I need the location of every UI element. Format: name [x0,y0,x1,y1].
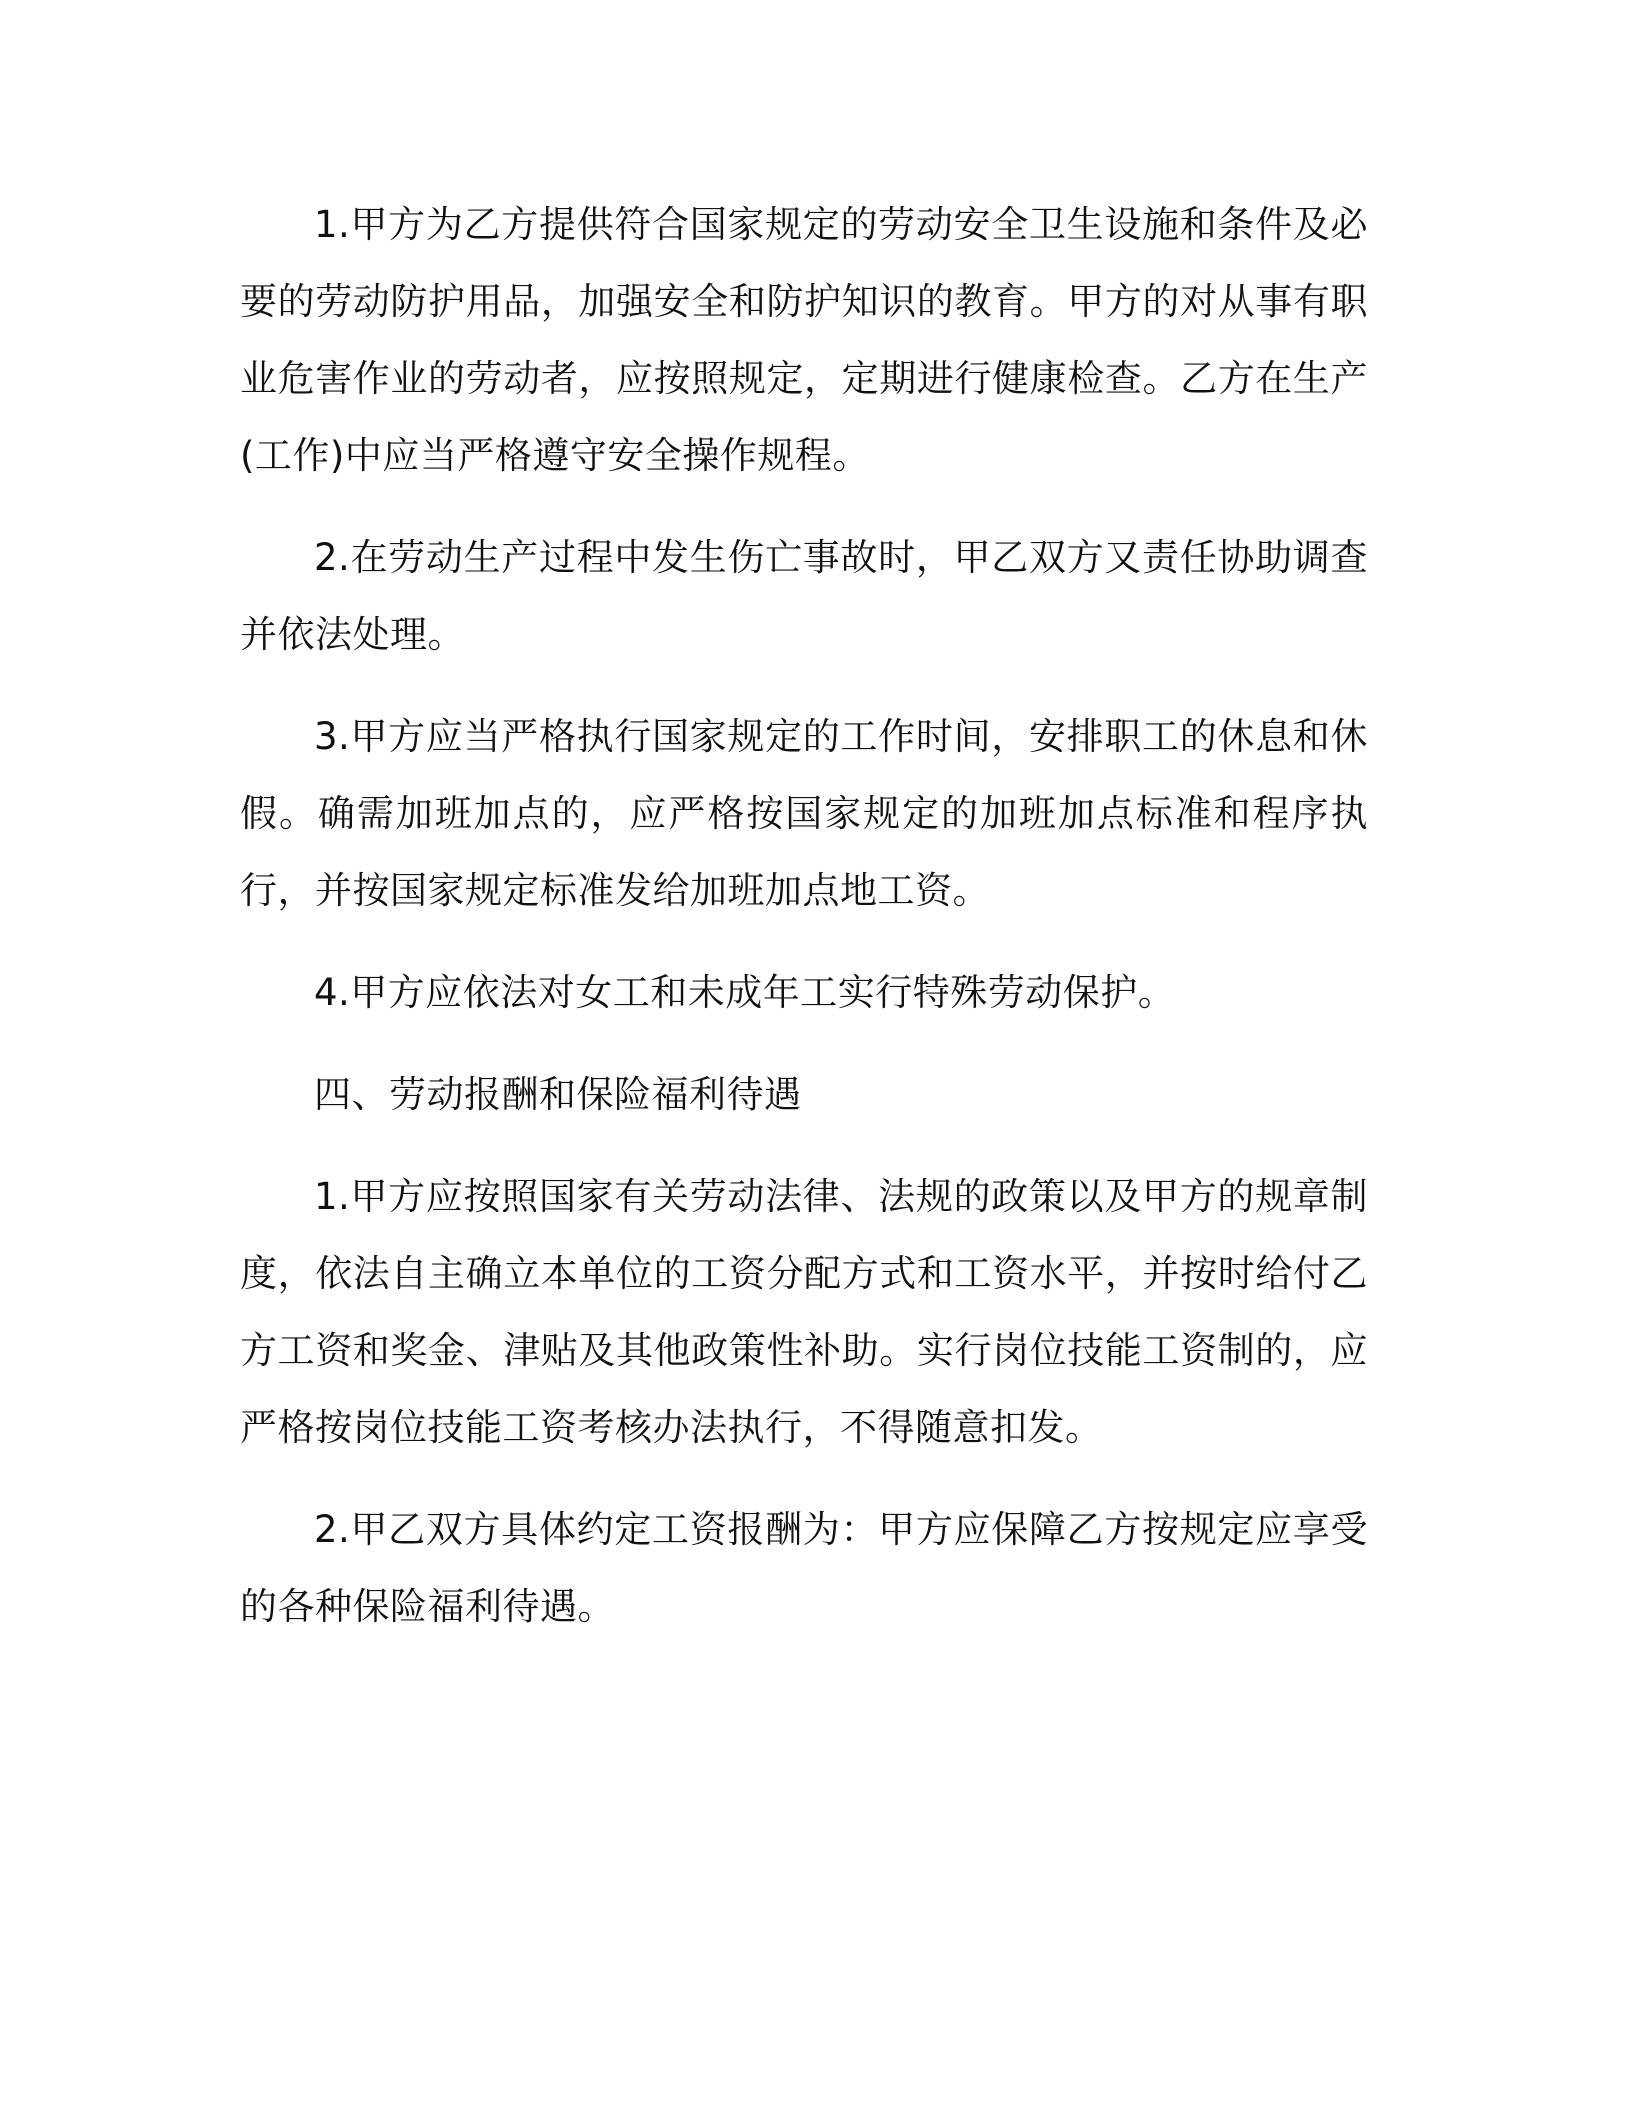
clause-4-1: 1.甲方应按照国家有关劳动法律、法规的政策以及甲方的规章制度，依法自主确立本单位的工资分配方式和工资水平，并按时给付乙方工资和奖金、津贴及其他政策性补助。实行岗位技能工资制的，应严格按岗位技能工资考核办法执行，不得随意扣发。 [240,1175,1368,1449]
clause-3-4: 4.甲方应依法对女工和未成年工实行特殊劳动保护。 [314,971,1176,1014]
section-4-heading: 四、劳动报酬和保险福利待遇 [314,1073,802,1116]
clause-3-3: 3.甲方应当严格执行国家规定的工作时间，安排职工的休息和休假。确需加班加点的，应严格按国家规定的加班加点标准和程序执行，并按国家规定标准发给加班加点地工资。 [240,715,1368,912]
clause-3-1: 1.甲方为乙方提供符合国家规定的劳动安全卫生设施和条件及必要的劳动防护用品，加强安全和防护知识的教育。甲方的对从事有职业危害作业的劳动者，应按照规定，定期进行健康检查。乙方在生产(工作)中应当严格遵守安全操作规程。 [240,203,1368,477]
clause-3-2: 2.在劳动生产过程中发生伤亡事故时，甲乙双方又责任协助调查并依法处理。 [240,536,1368,656]
clause-4-2: 2.甲乙双方具体约定工资报酬为：甲方应保障乙方按规定应享受的各种保险福利待遇。 [240,1508,1368,1628]
document-body [240,186,1368,1670]
